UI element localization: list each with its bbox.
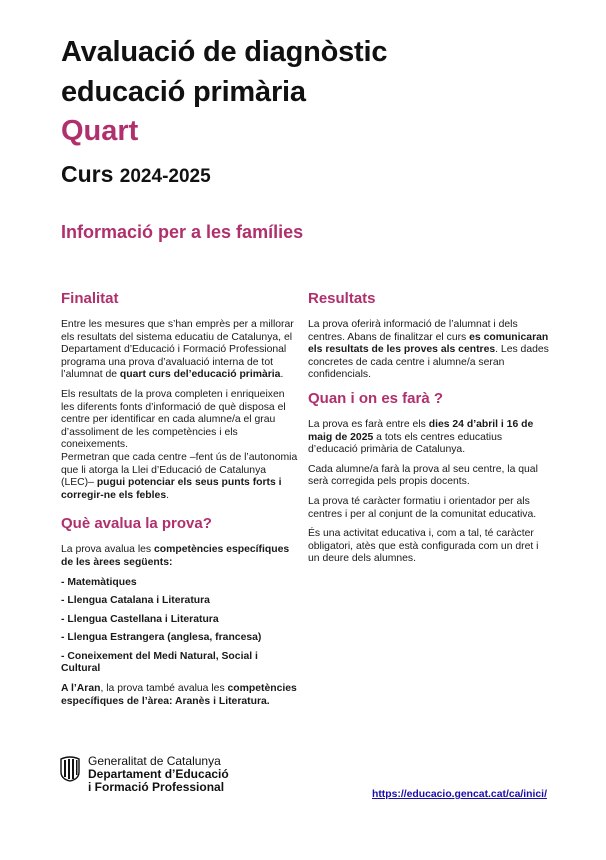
generalitat-logo: [59, 755, 229, 794]
right-column: [308, 289, 550, 573]
logo-text: [88, 755, 229, 794]
aran-bold: A l’Aran: [61, 683, 101, 695]
finalitat-p1-end: .: [280, 369, 284, 381]
subtitle: Informació per a les famílies: [61, 222, 304, 242]
que-avalua-intro-text: La prova avalua les: [61, 544, 154, 556]
finalitat-p1-bold: quart curs del’educació primària: [119, 369, 281, 381]
aran-competencies: competències específiques de l’àrea: Aranès i Literatura.: [61, 683, 297, 707]
list-item: - Llengua Catalana i Literatura: [61, 595, 210, 607]
quan-p1-end: a tots els centres educatius d’educació primària de Catalunya.: [308, 431, 503, 456]
finalitat-p1-text: Entre les mesures que s’han emprès per a millorar els resultats del sistema educatiu de Catalunya, el Departament d’Educació i Formació Professional programa una prova d’avaluació interna de tot l’alumnat de: [61, 319, 294, 381]
document-title: [61, 32, 387, 112]
resultats-heading: Resultats: [308, 290, 376, 307]
quan-paragraph-3: La prova té caràcter formatiu i orientador per als centres i per al conjunt de la comunitat educativa.: [308, 495, 537, 520]
aran-text: , la prova també avalua les: [100, 683, 228, 695]
list-item: - Llengua Castellana i Literatura: [61, 613, 219, 625]
resultats-end: . Les dades concretes de cada centre i alumne/a seran confidencials.: [308, 344, 549, 381]
section-quan: [308, 389, 550, 566]
finalitat-p3-bold: pugui potenciar els seus punts forts i corregir-ne els febles: [61, 477, 282, 501]
que-avalua-heading: Què avalua la prova?: [61, 515, 212, 533]
que-avalua-intro: [61, 544, 299, 569]
quan-heading: Quan i on es farà ?: [308, 389, 444, 407]
quan-dates: dies 24 d’abril i 16 de maig de 2025: [308, 418, 534, 443]
course-year: 2024-2025: [119, 166, 211, 187]
section-resultats: [308, 289, 550, 382]
logo-line-1: Generalitat de Catalunya: [88, 754, 221, 768]
course-word: Curs: [61, 161, 114, 187]
que-avalua-intro-bold: competències específiques de les àrees següents:: [61, 544, 290, 568]
grade-label: Quart: [61, 115, 139, 147]
quan-paragraph-1: [308, 419, 550, 457]
left-column: [61, 289, 299, 715]
resultats-paragraph: [308, 319, 550, 382]
aran-paragraph: [61, 683, 299, 708]
quan-p1-text: La prova es farà entre els: [308, 418, 429, 430]
section-que-avalua: [61, 514, 299, 708]
list-item: - Matemàtiques: [61, 576, 137, 588]
resultats-text: La prova oferirà informació de l’alumnat i dels centres. Abans de finalitzar el curs: [308, 319, 518, 343]
list-item: - Coneixement del Medi Natural, Social i Cultural: [61, 650, 258, 675]
logo-line-3: i Formació Professional: [88, 780, 225, 794]
section-finalitat: [61, 289, 299, 502]
title-line-2: educació primària: [61, 76, 306, 108]
finalitat-p3-end: .: [166, 489, 169, 501]
quan-paragraph-2: Cada alumne/a farà la prova al seu centre, la qual serà corregida pels propis docents.: [308, 463, 538, 488]
finalitat-paragraph-3: [61, 452, 299, 502]
website-link[interactable]: https://educacio.gencat.cat/ca/inici/: [372, 789, 547, 800]
course-label: [61, 155, 211, 196]
finalitat-paragraph-1: [61, 319, 299, 382]
list-item: - Llengua Estrangera (anglesa, francesa): [61, 632, 262, 644]
resultats-bold: es comunicaran els resultats de les proves als centres: [308, 331, 549, 356]
finalitat-heading: Finalitat: [61, 290, 119, 307]
generalitat-emblem-icon: [59, 756, 81, 782]
finalitat-p3-text: Permetran que cada centre –fent ús de l’autonomia que li atorga la Llei d’Educació de Catalunya (LEC)–: [61, 451, 298, 489]
areas-list: [61, 577, 299, 677]
finalitat-paragraph-2: Els resultats de la prova completen i enriqueixen les diferents fonts d’informació de què disposa el centre per identificar en cada alumne/a el grau d’assoliment de les competències i els coneixements.: [61, 388, 286, 451]
logo-line-2: Departament d’Educació: [88, 767, 229, 781]
quan-paragraph-4: És una activitat educativa i, com a tal, té caràcter obligatori, atès que està configurada com un dret i un deure dels alumnes.: [308, 528, 539, 565]
title-line-1: Avaluació de diagnòstic: [61, 36, 388, 68]
